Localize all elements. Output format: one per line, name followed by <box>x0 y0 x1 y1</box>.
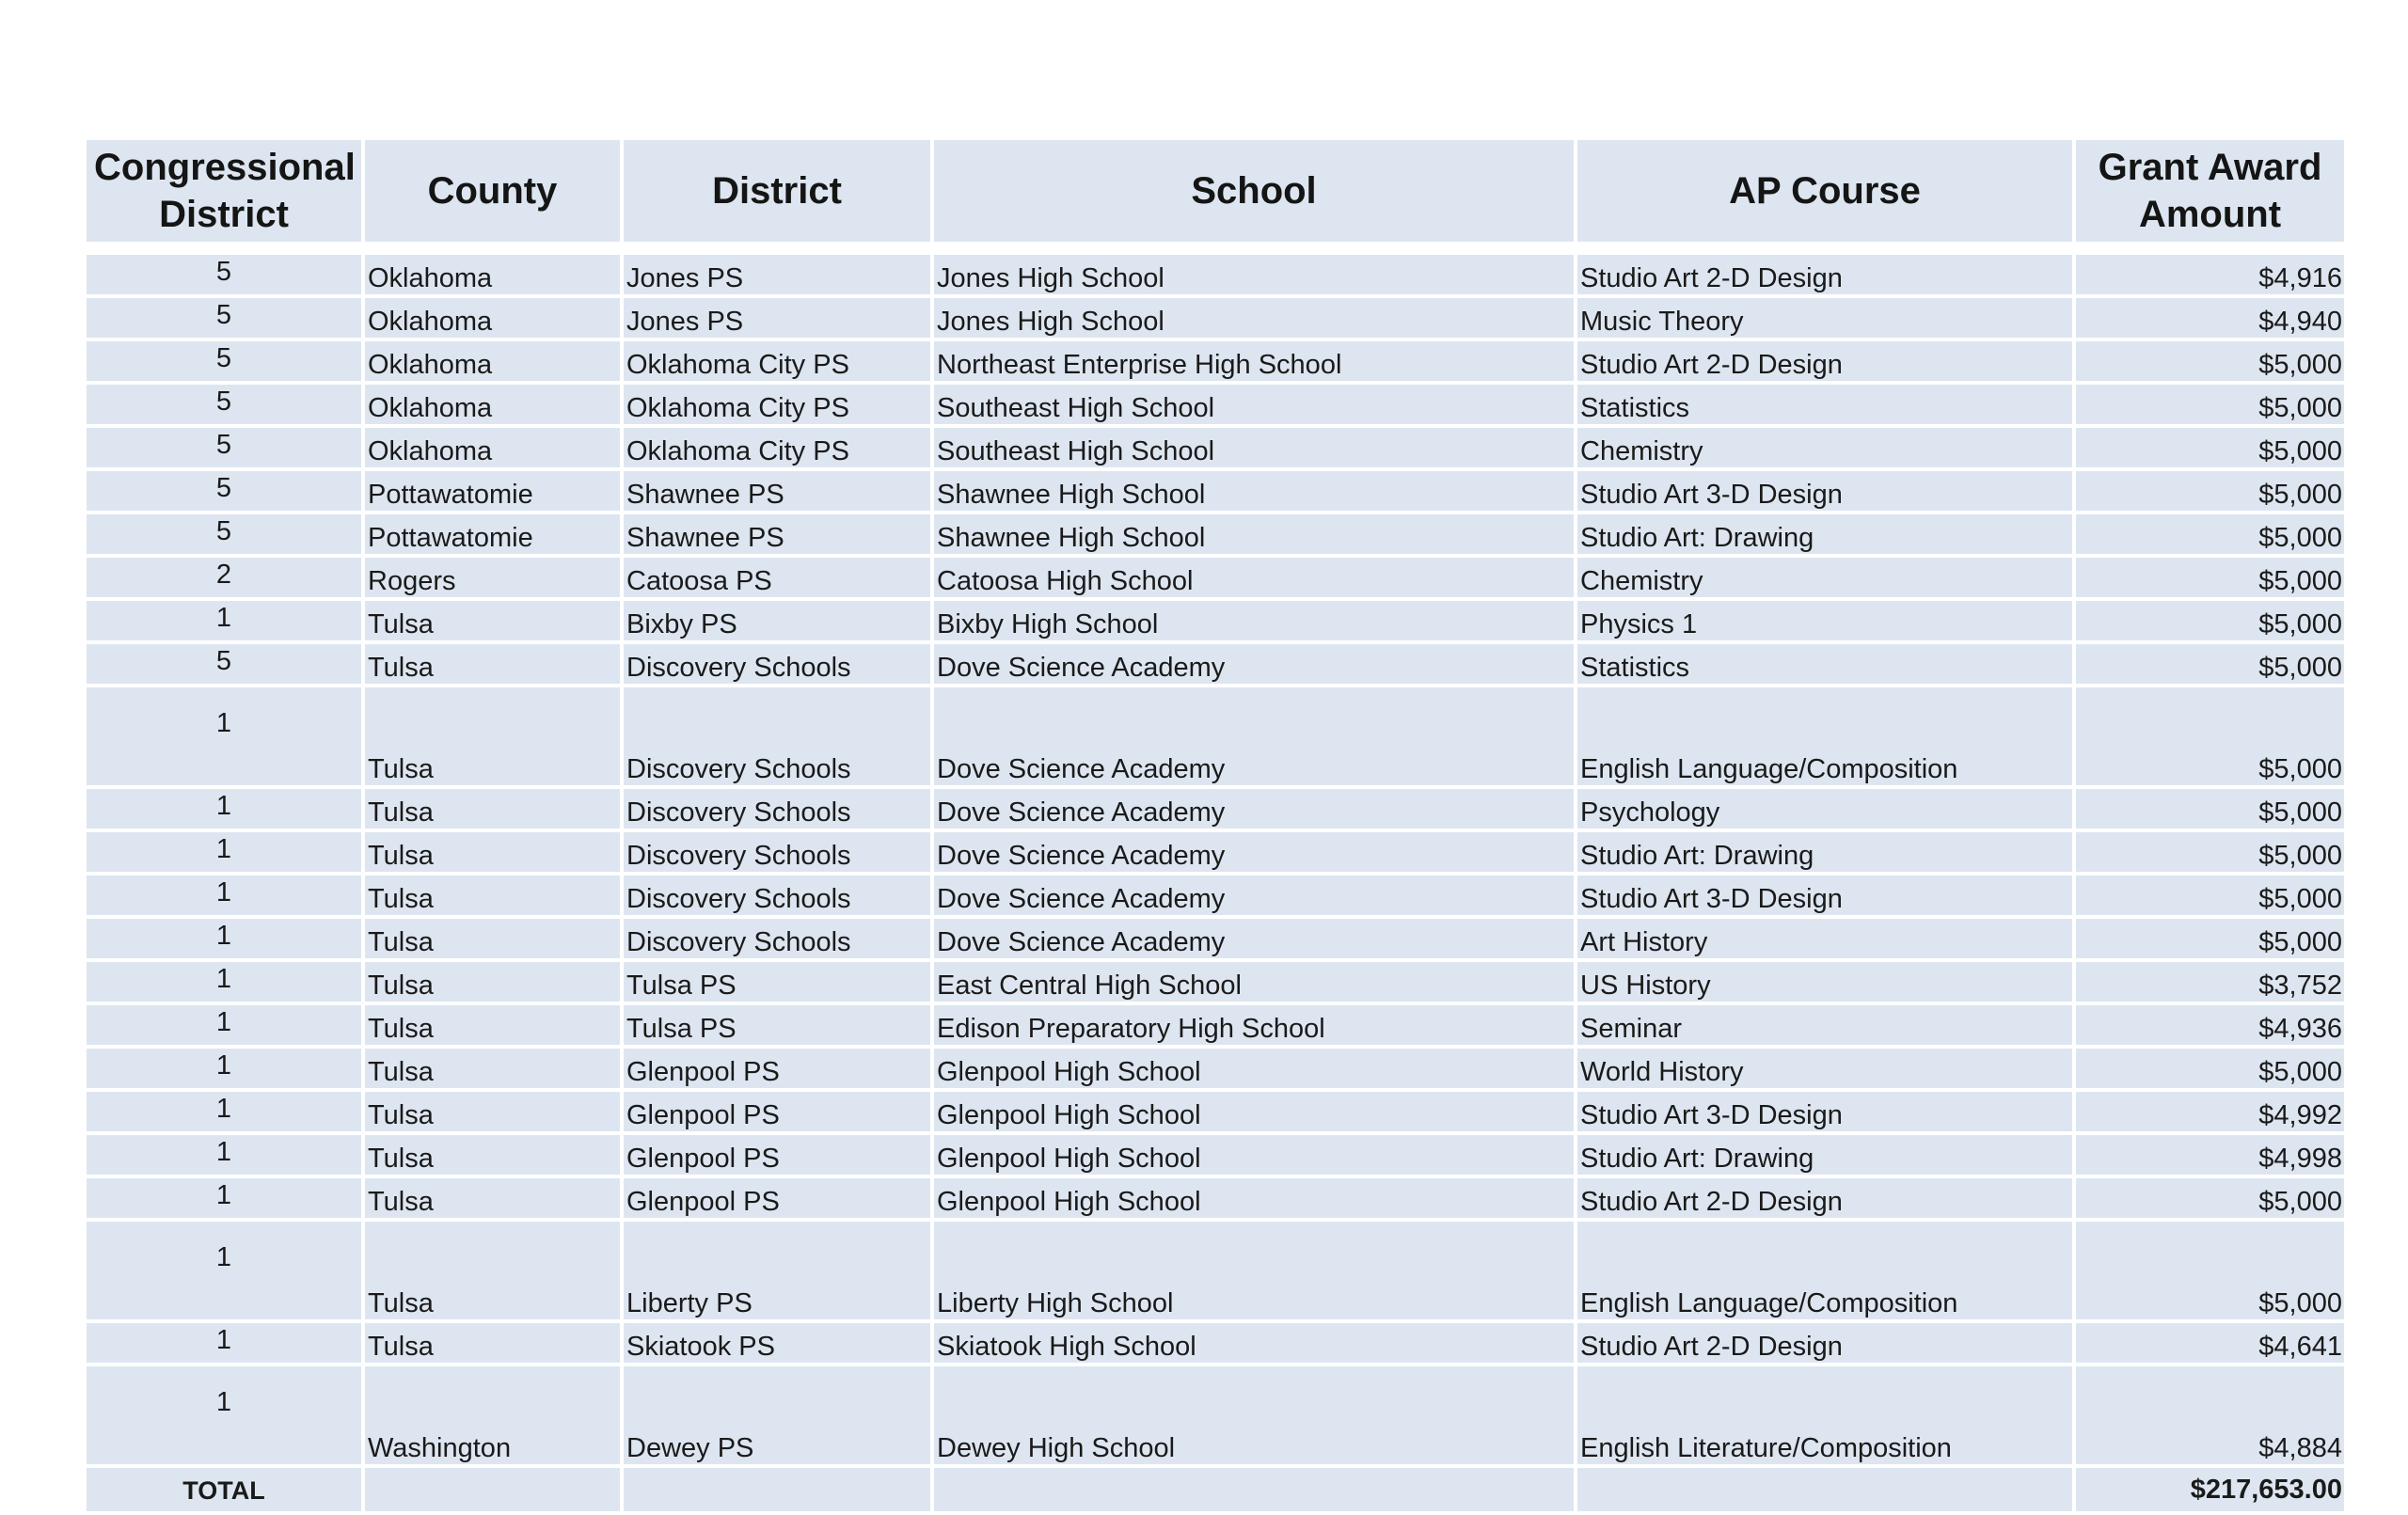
cell-school: Southeast High School <box>934 385 1574 424</box>
cell-county: Tulsa <box>365 1178 620 1218</box>
cell-congressional-district: 5 <box>87 298 361 338</box>
cell-county: Tulsa <box>365 962 620 1002</box>
cell-district: Oklahoma City PS <box>624 385 930 424</box>
cell-district: Jones PS <box>624 255 930 294</box>
cell-school: Shawnee High School <box>934 471 1574 511</box>
cell-school: Shawnee High School <box>934 514 1574 554</box>
cell-school: East Central High School <box>934 962 1574 1002</box>
cell-county: Tulsa <box>365 687 620 785</box>
cell-congressional-district: 1 <box>87 832 361 872</box>
total-label: TOTAL <box>87 1468 361 1511</box>
cell-county: Pottawatomie <box>365 514 620 554</box>
cell-school: Glenpool High School <box>934 1092 1574 1131</box>
cell-grant-amount: $5,000 <box>2076 341 2344 381</box>
cell-district: Discovery Schools <box>624 919 930 958</box>
header-grant-award-amount: Grant Award Amount <box>2076 140 2344 242</box>
table-row <box>87 1049 2344 1088</box>
cell-ap-course: Chemistry <box>1577 558 2072 597</box>
cell-ap-course: English Language/Composition <box>1577 1222 2072 1319</box>
cell-congressional-district: 1 <box>87 601 361 640</box>
cell-congressional-district: 1 <box>87 1049 361 1088</box>
table-row <box>87 341 2344 381</box>
table-row <box>87 428 2344 467</box>
cell-grant-amount: $5,000 <box>2076 1222 2344 1319</box>
cell-school: Jones High School <box>934 255 1574 294</box>
cell-ap-course: Studio Art 2-D Design <box>1577 1178 2072 1218</box>
cell-congressional-district: 1 <box>87 789 361 829</box>
cell-district: Jones PS <box>624 298 930 338</box>
cell-congressional-district: 1 <box>87 1323 361 1363</box>
header-district: District <box>624 140 930 242</box>
cell-grant-amount: $5,000 <box>2076 601 2344 640</box>
cell-ap-course: Art History <box>1577 919 2072 958</box>
cell-congressional-district: 1 <box>87 687 361 785</box>
cell-county: Oklahoma <box>365 341 620 381</box>
cell-district: Discovery Schools <box>624 687 930 785</box>
cell-county: Pottawatomie <box>365 471 620 511</box>
cell-grant-amount: $5,000 <box>2076 428 2344 467</box>
cell-county: Rogers <box>365 558 620 597</box>
cell-congressional-district: 1 <box>87 919 361 958</box>
table-row <box>87 558 2344 597</box>
table-row <box>87 1222 2344 1319</box>
cell-school: Northeast Enterprise High School <box>934 341 1574 381</box>
cell-ap-course: Seminar <box>1577 1005 2072 1045</box>
cell-county: Tulsa <box>365 919 620 958</box>
cell-school: Dewey High School <box>934 1366 1574 1464</box>
cell-grant-amount: $4,916 <box>2076 255 2344 294</box>
cell-grant-amount: $4,641 <box>2076 1323 2344 1363</box>
cell-grant-amount: $4,940 <box>2076 298 2344 338</box>
cell-grant-amount: $5,000 <box>2076 832 2344 872</box>
table-row <box>87 514 2344 554</box>
cell-ap-course: Chemistry <box>1577 428 2072 467</box>
table-row <box>87 471 2344 511</box>
header-congressional-district: Congressional District <box>87 140 361 242</box>
cell-district: Discovery Schools <box>624 789 930 829</box>
cell-ap-course: Studio Art 2-D Design <box>1577 255 2072 294</box>
cell-school: Southeast High School <box>934 428 1574 467</box>
cell-ap-course: Studio Art 2-D Design <box>1577 341 2072 381</box>
table-row <box>87 962 2344 1002</box>
total-empty-cell <box>624 1468 930 1511</box>
cell-county: Oklahoma <box>365 255 620 294</box>
cell-county: Tulsa <box>365 789 620 829</box>
cell-grant-amount: $4,998 <box>2076 1135 2344 1175</box>
cell-county: Tulsa <box>365 644 620 684</box>
cell-district: Glenpool PS <box>624 1049 930 1088</box>
cell-grant-amount: $5,000 <box>2076 876 2344 915</box>
header-ap-course: AP Course <box>1577 140 2072 242</box>
table-row <box>87 919 2344 958</box>
cell-district: Shawnee PS <box>624 471 930 511</box>
cell-school: Liberty High School <box>934 1222 1574 1319</box>
cell-school: Jones High School <box>934 298 1574 338</box>
cell-grant-amount: $4,884 <box>2076 1366 2344 1464</box>
cell-school: Dove Science Academy <box>934 832 1574 872</box>
total-empty-cell <box>365 1468 620 1511</box>
cell-ap-course: English Literature/Composition <box>1577 1366 2072 1464</box>
header-gap-cell <box>87 245 2344 251</box>
cell-ap-course: Statistics <box>1577 385 2072 424</box>
table-row <box>87 1005 2344 1045</box>
cell-ap-course: Studio Art 3-D Design <box>1577 471 2072 511</box>
cell-school: Dove Science Academy <box>934 919 1574 958</box>
cell-grant-amount: $5,000 <box>2076 471 2344 511</box>
cell-grant-amount: $5,000 <box>2076 789 2344 829</box>
cell-ap-course: Studio Art 3-D Design <box>1577 876 2072 915</box>
cell-district: Oklahoma City PS <box>624 341 930 381</box>
cell-school: Glenpool High School <box>934 1049 1574 1088</box>
cell-ap-course: Studio Art: Drawing <box>1577 1135 2072 1175</box>
cell-school: Dove Science Academy <box>934 644 1574 684</box>
total-row <box>87 1468 2344 1511</box>
cell-county: Tulsa <box>365 1135 620 1175</box>
cell-county: Oklahoma <box>365 385 620 424</box>
cell-congressional-district: 5 <box>87 428 361 467</box>
table-row <box>87 298 2344 338</box>
cell-school: Glenpool High School <box>934 1135 1574 1175</box>
cell-grant-amount: $5,000 <box>2076 514 2344 554</box>
cell-school: Dove Science Academy <box>934 789 1574 829</box>
table-row <box>87 385 2344 424</box>
cell-district: Glenpool PS <box>624 1178 930 1218</box>
table-row <box>87 1178 2344 1218</box>
table-row <box>87 644 2344 684</box>
cell-congressional-district: 5 <box>87 471 361 511</box>
cell-district: Catoosa PS <box>624 558 930 597</box>
header-county: County <box>365 140 620 242</box>
cell-congressional-district: 1 <box>87 1178 361 1218</box>
header-row <box>87 140 2344 242</box>
cell-congressional-district: 5 <box>87 385 361 424</box>
total-empty-cell <box>1577 1468 2072 1511</box>
cell-district: Discovery Schools <box>624 876 930 915</box>
cell-district: Discovery Schools <box>624 644 930 684</box>
cell-school: Dove Science Academy <box>934 687 1574 785</box>
cell-county: Tulsa <box>365 1323 620 1363</box>
table-row <box>87 876 2344 915</box>
cell-district: Liberty PS <box>624 1222 930 1319</box>
cell-school: Dove Science Academy <box>934 876 1574 915</box>
cell-school: Skiatook High School <box>934 1323 1574 1363</box>
header-school: School <box>934 140 1574 242</box>
cell-district: Bixby PS <box>624 601 930 640</box>
cell-congressional-district: 1 <box>87 1005 361 1045</box>
cell-grant-amount: $5,000 <box>2076 644 2344 684</box>
cell-county: Tulsa <box>365 1005 620 1045</box>
cell-ap-course: Statistics <box>1577 644 2072 684</box>
cell-ap-course: Studio Art 2-D Design <box>1577 1323 2072 1363</box>
cell-congressional-district: 1 <box>87 962 361 1002</box>
cell-county: Tulsa <box>365 601 620 640</box>
table-row <box>87 687 2344 785</box>
cell-grant-amount: $5,000 <box>2076 687 2344 785</box>
cell-grant-amount: $4,992 <box>2076 1092 2344 1131</box>
cell-county: Tulsa <box>365 876 620 915</box>
cell-district: Tulsa PS <box>624 1005 930 1045</box>
cell-school: Edison Preparatory High School <box>934 1005 1574 1045</box>
total-empty-cell <box>934 1468 1574 1511</box>
cell-congressional-district: 2 <box>87 558 361 597</box>
cell-grant-amount: $5,000 <box>2076 558 2344 597</box>
cell-ap-course: English Language/Composition <box>1577 687 2072 785</box>
cell-congressional-district: 1 <box>87 1092 361 1131</box>
cell-congressional-district: 5 <box>87 514 361 554</box>
cell-grant-amount: $5,000 <box>2076 1178 2344 1218</box>
cell-grant-amount: $5,000 <box>2076 1049 2344 1088</box>
table-row <box>87 601 2344 640</box>
cell-district: Shawnee PS <box>624 514 930 554</box>
cell-county: Tulsa <box>365 1222 620 1319</box>
cell-congressional-district: 5 <box>87 255 361 294</box>
cell-ap-course: Studio Art: Drawing <box>1577 832 2072 872</box>
cell-congressional-district: 1 <box>87 1366 361 1464</box>
cell-congressional-district: 5 <box>87 644 361 684</box>
cell-district: Skiatook PS <box>624 1323 930 1363</box>
cell-district: Tulsa PS <box>624 962 930 1002</box>
table-row <box>87 1135 2344 1175</box>
cell-district: Oklahoma City PS <box>624 428 930 467</box>
cell-grant-amount: $3,752 <box>2076 962 2344 1002</box>
cell-ap-course: Studio Art 3-D Design <box>1577 1092 2072 1131</box>
cell-congressional-district: 1 <box>87 1135 361 1175</box>
cell-grant-amount: $5,000 <box>2076 385 2344 424</box>
cell-school: Bixby High School <box>934 601 1574 640</box>
cell-district: Glenpool PS <box>624 1092 930 1131</box>
cell-congressional-district: 1 <box>87 1222 361 1319</box>
cell-school: Catoosa High School <box>934 558 1574 597</box>
cell-county: Oklahoma <box>365 428 620 467</box>
cell-county: Oklahoma <box>365 298 620 338</box>
table-body <box>87 245 2344 1511</box>
table-row <box>87 1323 2344 1363</box>
table-row <box>87 255 2344 294</box>
cell-county: Washington <box>365 1366 620 1464</box>
cell-ap-course: World History <box>1577 1049 2072 1088</box>
cell-ap-course: US History <box>1577 962 2072 1002</box>
header-gap <box>87 245 2344 251</box>
table-header <box>87 140 2344 242</box>
table-row <box>87 789 2344 829</box>
cell-ap-course: Physics 1 <box>1577 601 2072 640</box>
cell-ap-course: Music Theory <box>1577 298 2072 338</box>
cell-county: Tulsa <box>365 1092 620 1131</box>
grant-awards-sheet <box>83 136 2340 1515</box>
table-row <box>87 1366 2344 1464</box>
cell-grant-amount: $4,936 <box>2076 1005 2344 1045</box>
cell-county: Tulsa <box>365 832 620 872</box>
table-row <box>87 1092 2344 1131</box>
cell-district: Dewey PS <box>624 1366 930 1464</box>
table-row <box>87 832 2344 872</box>
cell-ap-course: Studio Art: Drawing <box>1577 514 2072 554</box>
cell-district: Discovery Schools <box>624 832 930 872</box>
cell-school: Glenpool High School <box>934 1178 1574 1218</box>
cell-congressional-district: 5 <box>87 341 361 381</box>
cell-county: Tulsa <box>365 1049 620 1088</box>
cell-ap-course: Psychology <box>1577 789 2072 829</box>
cell-grant-amount: $5,000 <box>2076 919 2344 958</box>
total-amount: $217,653.00 <box>2076 1468 2344 1511</box>
cell-congressional-district: 1 <box>87 876 361 915</box>
cell-district: Glenpool PS <box>624 1135 930 1175</box>
grant-awards-table <box>83 136 2348 1515</box>
